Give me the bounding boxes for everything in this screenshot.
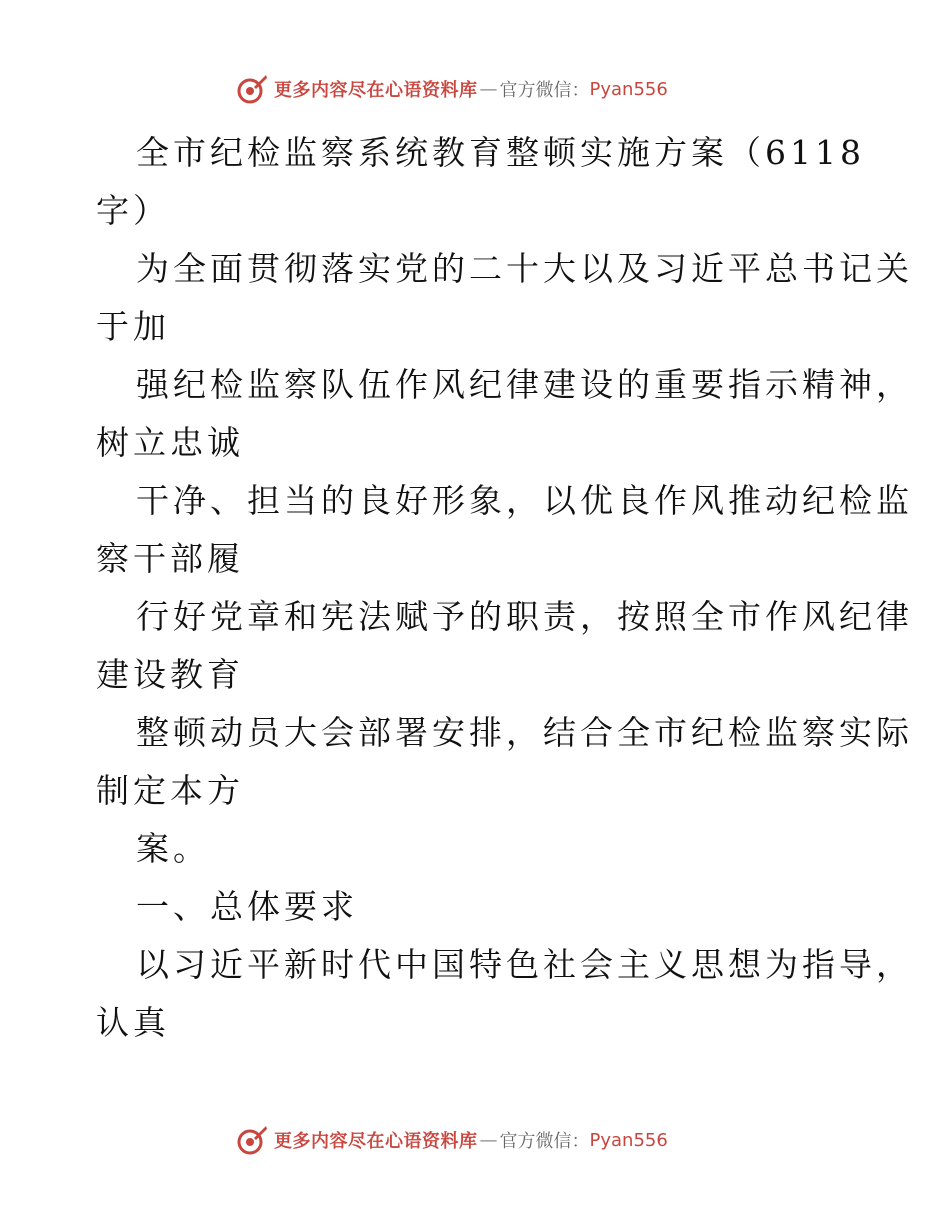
text-line: 于加	[96, 307, 170, 346]
watermark-id: Pyan556	[589, 1129, 668, 1151]
footer-watermark	[236, 1123, 668, 1157]
text-line: 整顿动员大会部署安排，结合全市纪检监察实际	[136, 713, 913, 752]
text-line: 认真	[96, 1003, 170, 1042]
text-line: 制定本方	[96, 771, 244, 810]
text-line: 为全面贯彻落实党的二十大以及习近平总书记关	[136, 249, 913, 288]
watermark-dash: —	[479, 78, 498, 100]
watermark-dash: —	[479, 1129, 498, 1151]
text-line: 全市纪检监察系统教育整顿实施方案（6118	[136, 133, 865, 172]
text-line: 树立忠诚	[96, 423, 244, 462]
document-body	[96, 124, 913, 1052]
header-watermark	[236, 72, 668, 106]
text-line: 察干部履	[96, 539, 244, 578]
watermark-id: Pyan556	[589, 78, 668, 100]
text-line: 强纪检监察队伍作风纪律建设的重要指示精神，	[136, 365, 913, 404]
watermark-brand: 更多内容尽在心语资料库	[274, 1131, 478, 1152]
pen-logo-icon	[236, 73, 268, 105]
text-line: 干净、担当的良好形象，以优良作风推动纪检监	[136, 481, 913, 520]
text-line: 案。	[136, 829, 210, 868]
text-line: 一、总体要求	[136, 887, 358, 926]
text-line: 以习近平新时代中国特色社会主义思想为指导，	[136, 945, 913, 984]
watermark-brand: 更多内容尽在心语资料库	[274, 80, 478, 101]
watermark-label: 官方微信：	[499, 80, 590, 101]
text-line: 字）	[96, 191, 170, 230]
text-line: 建设教育	[96, 655, 244, 694]
watermark-label: 官方微信：	[499, 1131, 590, 1152]
pen-logo-icon	[236, 1124, 268, 1156]
text-line: 行好党章和宪法赋予的职责，按照全市作风纪律	[136, 597, 913, 636]
